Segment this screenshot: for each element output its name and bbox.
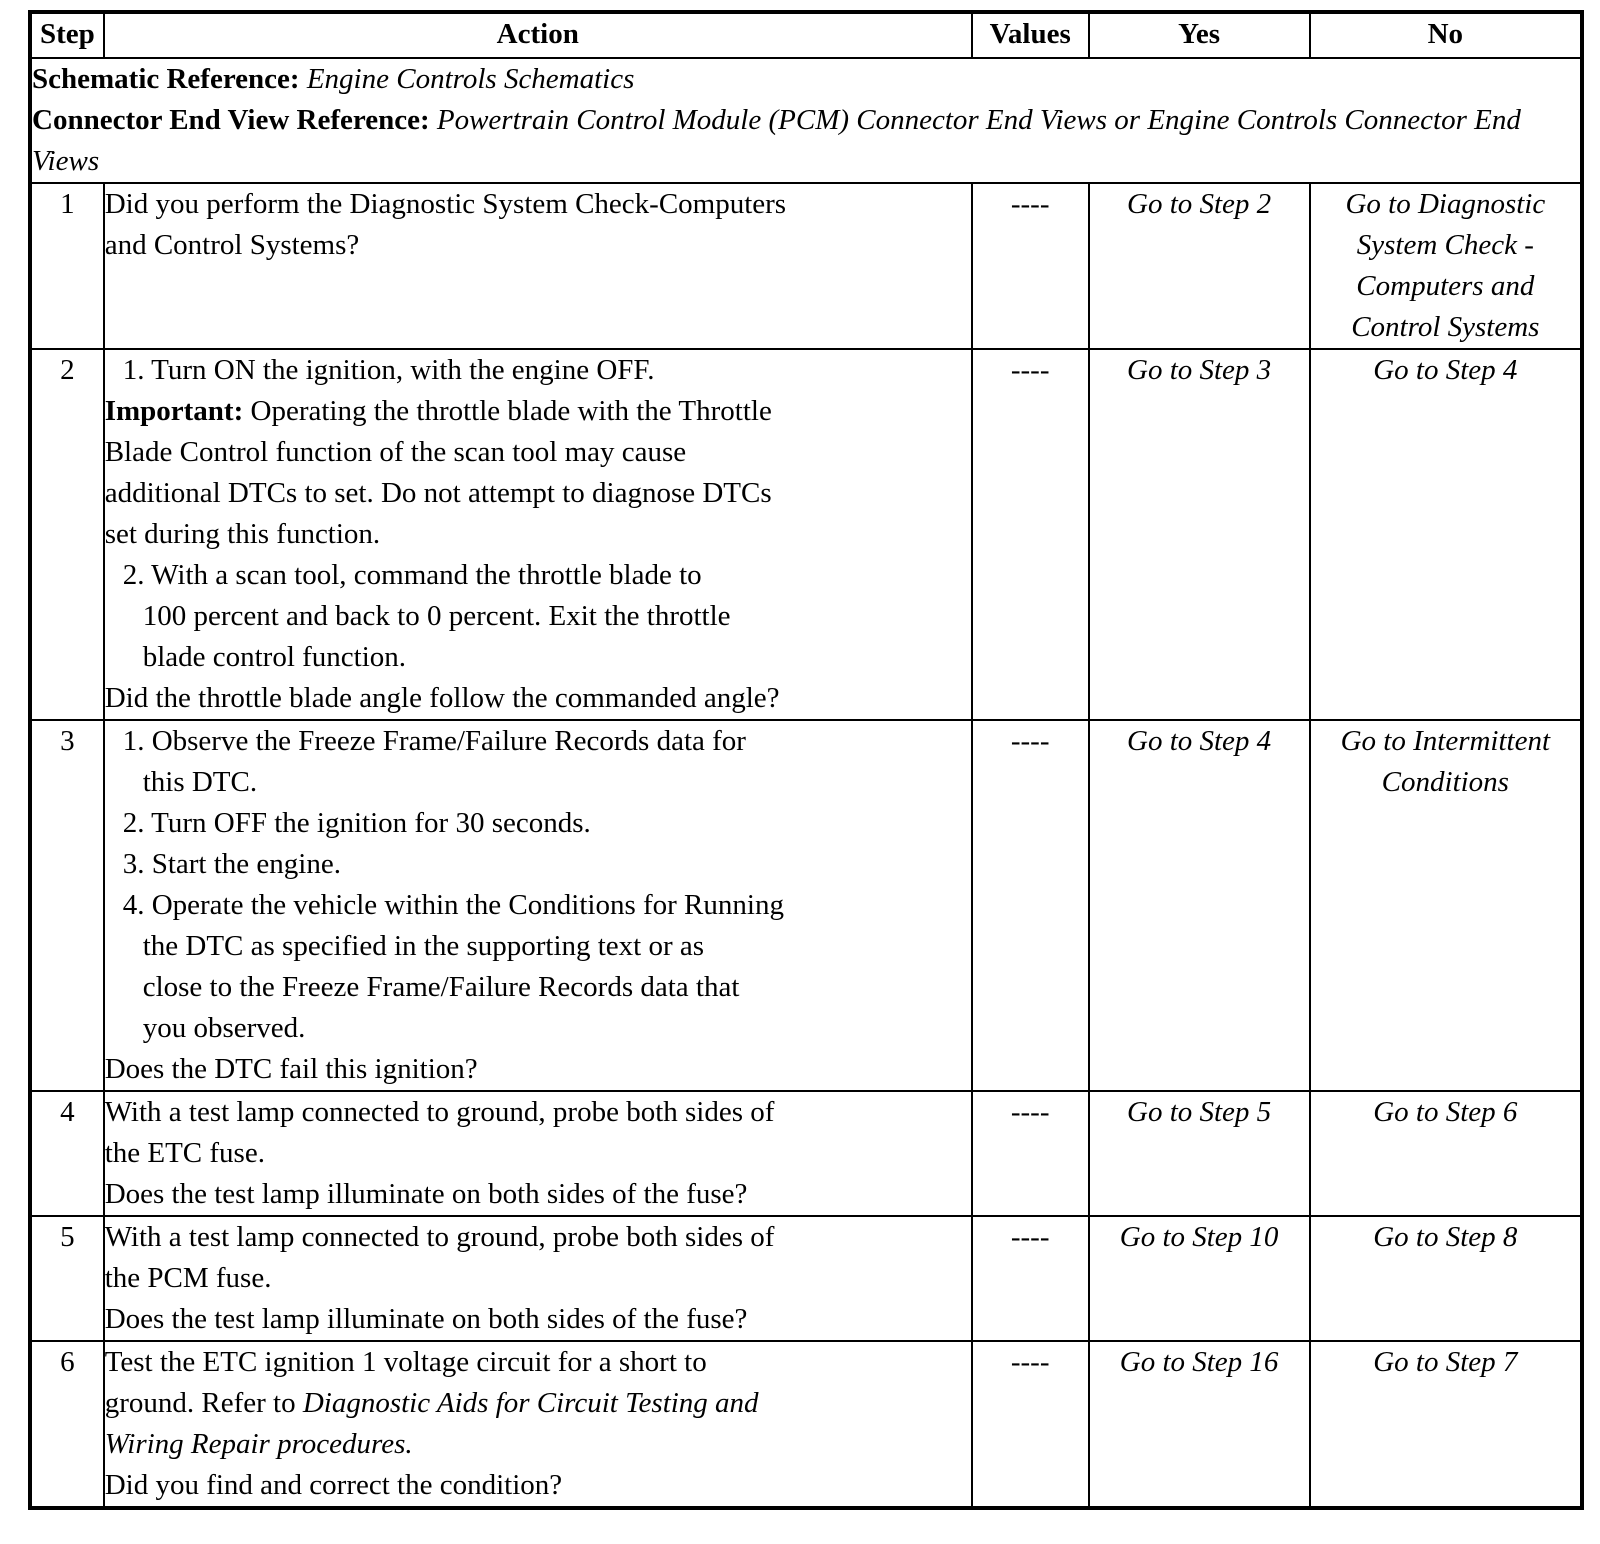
step-number: 6 — [30, 1341, 104, 1508]
no-link[interactable] — [1310, 183, 1582, 349]
diagnostic-aids-link[interactable]: Diagnostic Aids for Circuit Testing and — [302, 1387, 759, 1419]
action-cell — [104, 183, 972, 349]
header-values: Values — [972, 12, 1089, 58]
step-number: 4 — [30, 1091, 104, 1216]
action-question: Does the test lamp illuminate on both sides of the fuse? — [104, 1303, 748, 1335]
action-line: and Control Systems? — [104, 229, 360, 261]
important-note — [105, 391, 971, 432]
no-link-line: System Check - — [1356, 229, 1534, 261]
action-cell — [104, 720, 972, 1091]
no-link[interactable]: Go to Step 7 — [1310, 1341, 1582, 1508]
header-action: Action — [104, 12, 972, 58]
action-line: 100 percent and back to 0 percent. Exit the throttle — [142, 600, 731, 632]
action-cell — [104, 1341, 972, 1508]
action-line: Blade Control function of the scan tool may cause — [104, 436, 687, 468]
action-line: 3. Start the engine. — [122, 848, 341, 880]
reference-cell — [30, 58, 1582, 183]
action-line: blade control function. — [142, 641, 407, 673]
step-number: 1 — [30, 183, 104, 349]
yes-link[interactable]: Go to Step 3 — [1089, 349, 1310, 720]
action-line: set during this function. — [104, 518, 381, 550]
values-cell: ---- — [972, 349, 1089, 720]
action-line — [105, 1383, 971, 1424]
header-row — [30, 12, 1582, 58]
header-yes: Yes — [1089, 12, 1310, 58]
no-link[interactable]: Go to Step 8 — [1310, 1216, 1582, 1341]
action-line: the PCM fuse. — [104, 1262, 272, 1294]
action-line: you observed. — [142, 1012, 306, 1044]
table-row — [30, 349, 1582, 720]
action-question: Does the DTC fail this ignition? — [104, 1053, 478, 1085]
refer-text: ground. Refer to — [104, 1387, 296, 1419]
action-line: With a test lamp connected to ground, probe both sides of — [104, 1221, 775, 1253]
action-line: With a test lamp connected to ground, probe both sides of — [104, 1096, 775, 1128]
important-text: Operating the throttle blade with the Throttle — [250, 395, 772, 427]
step-number: 2 — [30, 349, 104, 720]
schematic-reference-link[interactable]: Engine Controls Schematics — [306, 63, 635, 95]
table-row — [30, 1091, 1582, 1216]
no-link-line: Control Systems — [1351, 311, 1540, 343]
action-line: 1. Turn ON the ignition, with the engine OFF. — [122, 354, 655, 386]
schematic-reference — [32, 59, 1580, 100]
action-line: Did you perform the Diagnostic System Check-Computers — [104, 188, 787, 220]
header-no: No — [1310, 12, 1582, 58]
connector-reference-link-pcm[interactable]: Powertrain Control Module (PCM) Connector End Views — [436, 104, 1108, 136]
header-step: Step — [30, 12, 104, 58]
action-line: 1. Observe the Freeze Frame/Failure Records data for — [122, 725, 746, 757]
reference-row — [30, 58, 1582, 183]
connector-reference-link-engine[interactable]: Engine Controls Connector End Views — [32, 104, 1521, 177]
schematic-reference-label: Schematic Reference: — [32, 63, 300, 95]
action-cell — [104, 1091, 972, 1216]
table-row — [30, 720, 1582, 1091]
action-question: Did you find and correct the condition? — [104, 1469, 563, 1501]
action-line: the ETC fuse. — [104, 1137, 265, 1169]
action-cell — [104, 1216, 972, 1341]
action-question: Did the throttle blade angle follow the commanded angle? — [104, 682, 780, 714]
values-cell: ---- — [972, 720, 1089, 1091]
action-line: 2. Turn OFF the ignition for 30 seconds. — [122, 807, 591, 839]
no-link[interactable]: Go to Step 4 — [1310, 349, 1582, 720]
action-line: the DTC as specified in the supporting text or as — [142, 930, 705, 962]
no-link-line: Go to Intermittent — [1340, 725, 1551, 757]
no-link-line: Conditions — [1381, 766, 1509, 798]
values-cell: ---- — [972, 1341, 1089, 1508]
yes-link[interactable]: Go to Step 10 — [1089, 1216, 1310, 1341]
connector-reference-or: or — [1114, 104, 1141, 136]
yes-link[interactable]: Go to Step 5 — [1089, 1091, 1310, 1216]
values-cell: ---- — [972, 1216, 1089, 1341]
table-row — [30, 183, 1582, 349]
action-line: additional DTCs to set. Do not attempt to diagnose DTCs — [104, 477, 772, 509]
connector-reference-label: Connector End View Reference: — [32, 104, 430, 136]
action-line: close to the Freeze Frame/Failure Records data that — [142, 971, 740, 1003]
action-line: this DTC. — [142, 766, 258, 798]
table-row — [30, 1216, 1582, 1341]
action-cell — [104, 349, 972, 720]
no-link-line: Computers and — [1356, 270, 1535, 302]
yes-link[interactable]: Go to Step 16 — [1089, 1341, 1310, 1508]
action-line: 4. Operate the vehicle within the Conditions for Running — [122, 889, 784, 921]
action-question: Does the test lamp illuminate on both sides of the fuse? — [104, 1178, 748, 1210]
yes-link[interactable]: Go to Step 4 — [1089, 720, 1310, 1091]
action-line: Test the ETC ignition 1 voltage circuit for a short to — [104, 1346, 707, 1378]
no-link-line: Go to Diagnostic — [1345, 188, 1546, 220]
yes-link[interactable]: Go to Step 2 — [1089, 183, 1310, 349]
diagnostic-table — [28, 10, 1584, 1510]
no-link[interactable]: Go to Step 6 — [1310, 1091, 1582, 1216]
values-cell: ---- — [972, 183, 1089, 349]
no-link[interactable] — [1310, 720, 1582, 1091]
important-label: Important: — [104, 395, 244, 427]
wiring-repair-link[interactable]: Wiring Repair procedures. — [104, 1428, 413, 1460]
step-number: 5 — [30, 1216, 104, 1341]
connector-reference — [32, 100, 1580, 182]
values-cell: ---- — [972, 1091, 1089, 1216]
step-number: 3 — [30, 720, 104, 1091]
action-line: 2. With a scan tool, command the throttle blade to — [122, 559, 702, 591]
table-row — [30, 1341, 1582, 1508]
